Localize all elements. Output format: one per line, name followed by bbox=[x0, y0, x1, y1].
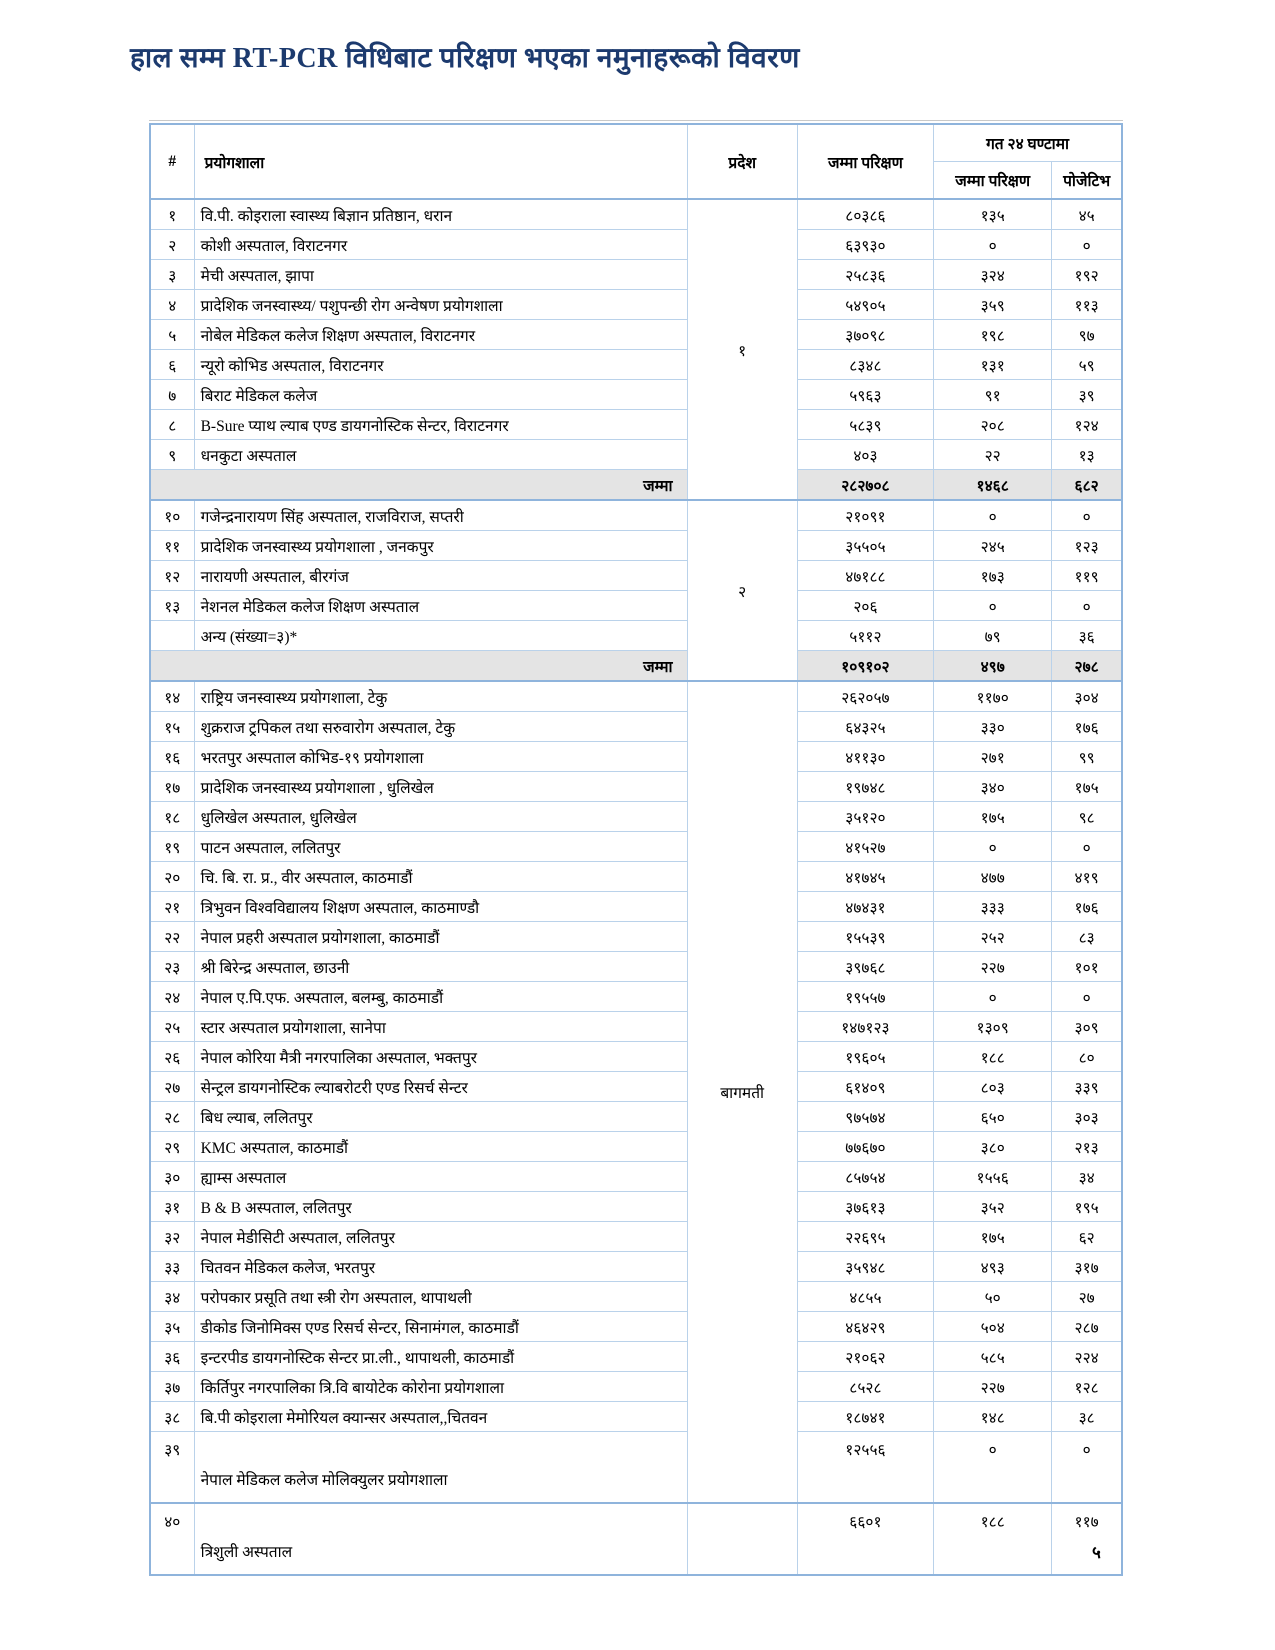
last24-tests-cell: १७५ bbox=[934, 802, 1052, 832]
total-tests-cell: ३५९४८ bbox=[797, 1252, 933, 1282]
last24-tests-cell: ० bbox=[934, 982, 1052, 1012]
table-row bbox=[150, 260, 1122, 290]
row-number-cell: ३८ bbox=[150, 1402, 194, 1432]
lab-name-cell: इन्टरपीड डायगनोस्टिक सेन्टर प्रा.ली., थापाथली, काठमाडौं bbox=[194, 1342, 687, 1372]
last24-positive-cell: १७६ bbox=[1052, 712, 1122, 742]
last24-tests-cell: ३५९ bbox=[934, 290, 1052, 320]
subtotal-positive-cell: ६८२ bbox=[1052, 470, 1122, 501]
table-row bbox=[150, 561, 1122, 591]
lab-name-cell: किर्तिपुर नगरपालिका त्रि.वि बायोटेक कोरोना प्रयोगशाला bbox=[194, 1372, 687, 1402]
lab-name-cell: नेपाल कोरिया मैत्री नगरपालिका अस्पताल, भक्तपुर bbox=[194, 1042, 687, 1072]
lab-name-cell: B-Sure प्याथ ल्याब एण्ड डायगनोस्टिक सेन्टर, विराटनगर bbox=[194, 410, 687, 440]
row-number-cell: २ bbox=[150, 230, 194, 260]
table-row bbox=[150, 712, 1122, 742]
row-number-cell: २३ bbox=[150, 952, 194, 982]
subtotal-positive-cell: २७८ bbox=[1052, 651, 1122, 682]
last24-tests-cell: ११७० bbox=[934, 681, 1052, 712]
row-number-cell: ३४ bbox=[150, 1282, 194, 1312]
lab-name-cell: नेपाल प्रहरी अस्पताल प्रयोगशाला, काठमाडौं bbox=[194, 922, 687, 952]
total-tests-cell: १२५५६ bbox=[797, 1432, 933, 1504]
page-title: हाल सम्म RT-PCR विधिबाट परिक्षण भएका नमुनाहरूको विवरण bbox=[130, 43, 800, 74]
row-number-cell: २४ bbox=[150, 982, 194, 1012]
row-number-cell: ३३ bbox=[150, 1252, 194, 1282]
last24-tests-cell: २०८ bbox=[934, 410, 1052, 440]
province-cell: २ bbox=[687, 500, 797, 681]
province-cell bbox=[687, 1503, 797, 1575]
total-tests-cell: ५८३९ bbox=[797, 410, 933, 440]
last24-positive-cell: ३४ bbox=[1052, 1162, 1122, 1192]
row-number-cell: २२ bbox=[150, 922, 194, 952]
total-tests-cell: ३९७६८ bbox=[797, 952, 933, 982]
last24-positive-cell: ८० bbox=[1052, 1042, 1122, 1072]
total-tests-cell: ४८५५ bbox=[797, 1282, 933, 1312]
last24-tests-cell: २२७ bbox=[934, 952, 1052, 982]
row-number-cell: २६ bbox=[150, 1042, 194, 1072]
last24-tests-cell: २५२ bbox=[934, 922, 1052, 952]
lab-name-cell: कोशी अस्पताल, विराटनगर bbox=[194, 230, 687, 260]
row-number-cell: १ bbox=[150, 199, 194, 230]
last24-positive-cell: ० bbox=[1052, 982, 1122, 1012]
table-row bbox=[150, 1402, 1122, 1432]
lab-name-cell: नारायणी अस्पताल, बीरगंज bbox=[194, 561, 687, 591]
row-number-cell: २५ bbox=[150, 1012, 194, 1042]
total-tests-cell: ८३४८ bbox=[797, 350, 933, 380]
row-number-cell: १९ bbox=[150, 832, 194, 862]
rt-pcr-table-wrapper bbox=[149, 120, 1123, 1576]
last24-tests-cell: ३५२ bbox=[934, 1192, 1052, 1222]
page-number: ५ bbox=[1092, 1543, 1101, 1562]
last24-tests-cell: ९१ bbox=[934, 380, 1052, 410]
table-row bbox=[150, 1312, 1122, 1342]
table-row bbox=[150, 832, 1122, 862]
last24-tests-cell: २४५ bbox=[934, 531, 1052, 561]
lab-name-cell: अन्य (संख्या=३)* bbox=[194, 621, 687, 651]
last24-tests-cell: ० bbox=[934, 591, 1052, 621]
table-row bbox=[150, 1252, 1122, 1282]
total-tests-cell: ६३९३० bbox=[797, 230, 933, 260]
row-number-cell: ३७ bbox=[150, 1372, 194, 1402]
last24-tests-cell: १९८ bbox=[934, 320, 1052, 350]
table-row bbox=[150, 1102, 1122, 1132]
lab-name-cell: सेन्ट्रल डायगनोस्टिक ल्याबरोटरी एण्ड रिसर्च सेन्टर bbox=[194, 1072, 687, 1102]
lab-name-cell: स्टार अस्पताल प्रयोगशाला, सानेपा bbox=[194, 1012, 687, 1042]
total-tests-cell: १४७१२३ bbox=[797, 1012, 933, 1042]
table-row bbox=[150, 982, 1122, 1012]
last24-positive-cell: ६२ bbox=[1052, 1222, 1122, 1252]
row-number-cell: १० bbox=[150, 500, 194, 531]
table-row bbox=[150, 892, 1122, 922]
table-row bbox=[150, 350, 1122, 380]
lab-name-cell: न्यूरो कोभिड अस्पताल, विराटनगर bbox=[194, 350, 687, 380]
total-tests-cell: २१०६२ bbox=[797, 1342, 933, 1372]
total-tests-cell: ६१४०९ bbox=[797, 1072, 933, 1102]
total-tests-cell: ३५१२० bbox=[797, 802, 933, 832]
last24-tests-cell: २२७ bbox=[934, 1372, 1052, 1402]
lab-name-cell: डीकोड जिनोमिक्स एण्ड रिसर्च सेन्टर, सिनामंगल, काठमाडौं bbox=[194, 1312, 687, 1342]
row-number-cell: १६ bbox=[150, 742, 194, 772]
province-cell: बागमती bbox=[687, 681, 797, 1503]
subtotal-row bbox=[150, 651, 1122, 682]
lab-name-cell: B & B अस्पताल, ललितपुर bbox=[194, 1192, 687, 1222]
total-tests-cell: २२६९५ bbox=[797, 1222, 933, 1252]
subtotal-total-cell: १०९१०२ bbox=[797, 651, 933, 682]
lab-name-cell: चितवन मेडिकल कलेज, भरतपुर bbox=[194, 1252, 687, 1282]
row-number-cell: ४० bbox=[150, 1503, 194, 1575]
lab-name-cell: नोबेल मेडिकल कलेज शिक्षण अस्पताल, विराटनगर bbox=[194, 320, 687, 350]
total-tests-cell: ३७६१३ bbox=[797, 1192, 933, 1222]
last24-tests-cell: ७९ bbox=[934, 621, 1052, 651]
last24-tests-cell: ५० bbox=[934, 1282, 1052, 1312]
table-top-rule bbox=[149, 120, 1123, 121]
table-row bbox=[150, 320, 1122, 350]
table-row bbox=[150, 230, 1122, 260]
last24-positive-cell: ११७ bbox=[1052, 1503, 1122, 1575]
last24-positive-cell: ३०४ bbox=[1052, 681, 1122, 712]
row-number-cell: २० bbox=[150, 862, 194, 892]
last24-positive-cell: ३०९ bbox=[1052, 1012, 1122, 1042]
last24-tests-cell: १७३ bbox=[934, 561, 1052, 591]
last24-positive-cell: ४५ bbox=[1052, 199, 1122, 230]
last24-positive-cell: ३३९ bbox=[1052, 1072, 1122, 1102]
last24-tests-cell: ४९३ bbox=[934, 1252, 1052, 1282]
total-tests-cell: ४६४२९ bbox=[797, 1312, 933, 1342]
last24-positive-cell: ० bbox=[1052, 500, 1122, 531]
row-number-cell: २७ bbox=[150, 1072, 194, 1102]
last24-tests-cell: ५८५ bbox=[934, 1342, 1052, 1372]
lab-name-cell: भरतपुर अस्पताल कोभिड-१९ प्रयोगशाला bbox=[194, 742, 687, 772]
lab-name-cell: त्रिशुली अस्पताल bbox=[194, 1503, 687, 1575]
lab-name-cell: परोपकार प्रसूति तथा स्त्री रोग अस्पताल, थापाथली bbox=[194, 1282, 687, 1312]
lab-name-cell: प्रादेशिक जनस्वास्थ्य प्रयोगशाला , धुलिखेल bbox=[194, 772, 687, 802]
lab-name-cell: शुक्रराज ट्रपिकल तथा सरुवारोग अस्पताल, टेकु bbox=[194, 712, 687, 742]
last24-positive-cell: ३९ bbox=[1052, 380, 1122, 410]
row-number-cell: ८ bbox=[150, 410, 194, 440]
table-row bbox=[150, 1192, 1122, 1222]
total-tests-cell: १९७४८ bbox=[797, 772, 933, 802]
table-body bbox=[150, 199, 1122, 1575]
last24-positive-cell: ० bbox=[1052, 832, 1122, 862]
row-number-cell: १३ bbox=[150, 591, 194, 621]
row-number-cell: ३६ bbox=[150, 1342, 194, 1372]
table-row bbox=[150, 1012, 1122, 1042]
last24-tests-cell: ० bbox=[934, 230, 1052, 260]
col-header-last24-positive: पोजेटिभ bbox=[1052, 162, 1122, 200]
last24-tests-cell: ० bbox=[934, 832, 1052, 862]
subtotal-total-cell: २८२७०८ bbox=[797, 470, 933, 501]
row-number-cell: १५ bbox=[150, 712, 194, 742]
lab-name-cell: धुलिखेल अस्पताल, धुलिखेल bbox=[194, 802, 687, 832]
table-row bbox=[150, 1282, 1122, 1312]
col-header-sn: # bbox=[150, 124, 194, 199]
last24-tests-cell: ५०४ bbox=[934, 1312, 1052, 1342]
row-number-cell: १२ bbox=[150, 561, 194, 591]
last24-tests-cell: १८८ bbox=[934, 1042, 1052, 1072]
col-header-total-tests: जम्मा परिक्षण bbox=[797, 124, 933, 199]
last24-tests-cell: ३३० bbox=[934, 712, 1052, 742]
row-number-cell: ११ bbox=[150, 531, 194, 561]
total-tests-cell: ३५५०५ bbox=[797, 531, 933, 561]
lab-name-cell: प्रादेशिक जनस्वास्थ्य/ पशुपन्छी रोग अन्वेषण प्रयोगशाला bbox=[194, 290, 687, 320]
total-tests-cell: १९६०५ bbox=[797, 1042, 933, 1072]
total-tests-cell: ८५७५४ bbox=[797, 1162, 933, 1192]
last24-positive-cell: १९५ bbox=[1052, 1192, 1122, 1222]
table-row bbox=[150, 410, 1122, 440]
table-header bbox=[150, 124, 1122, 199]
lab-name-cell: त्रिभुवन विश्वविद्यालय शिक्षण अस्पताल, काठमाण्डौ bbox=[194, 892, 687, 922]
col-header-last24-total: जम्मा परिक्षण bbox=[934, 162, 1052, 200]
table-row bbox=[150, 591, 1122, 621]
lab-name-cell: बिध ल्याब, ललितपुर bbox=[194, 1102, 687, 1132]
last24-tests-cell: ३३३ bbox=[934, 892, 1052, 922]
last24-tests-cell: ३२४ bbox=[934, 260, 1052, 290]
subtotal-label-cell: जम्मा bbox=[150, 470, 687, 501]
last24-positive-cell: १२४ bbox=[1052, 410, 1122, 440]
last24-tests-cell: २२ bbox=[934, 440, 1052, 470]
last24-positive-cell: २२४ bbox=[1052, 1342, 1122, 1372]
total-tests-cell: ५४९०५ bbox=[797, 290, 933, 320]
table-row bbox=[150, 500, 1122, 531]
last24-positive-cell: ० bbox=[1052, 1432, 1122, 1504]
row-number-cell: १४ bbox=[150, 681, 194, 712]
row-number-cell: ३९ bbox=[150, 1432, 194, 1504]
last24-positive-cell: ४१९ bbox=[1052, 862, 1122, 892]
table-row bbox=[150, 1222, 1122, 1252]
last24-tests-cell: ३८० bbox=[934, 1132, 1052, 1162]
lab-name-cell: पाटन अस्पताल, ललितपुर bbox=[194, 832, 687, 862]
row-number-cell: २९ bbox=[150, 1132, 194, 1162]
total-tests-cell: ३७०९८ bbox=[797, 320, 933, 350]
col-header-lab: प्रयोगशाला bbox=[194, 124, 687, 199]
province-cell: १ bbox=[687, 199, 797, 500]
table-row bbox=[150, 681, 1122, 712]
subtotal-last24-cell: १४६८ bbox=[934, 470, 1052, 501]
lab-name-cell: ह्याम्स अस्पताल bbox=[194, 1162, 687, 1192]
table-row bbox=[150, 922, 1122, 952]
last24-tests-cell: १७५ bbox=[934, 1222, 1052, 1252]
last24-tests-cell: ३४० bbox=[934, 772, 1052, 802]
row-number-cell: १७ bbox=[150, 772, 194, 802]
last24-positive-cell: १७६ bbox=[1052, 892, 1122, 922]
table-row bbox=[150, 1072, 1122, 1102]
last24-tests-cell: १४८ bbox=[934, 1402, 1052, 1432]
last24-tests-cell: १३१ bbox=[934, 350, 1052, 380]
total-tests-cell: ८५२८ bbox=[797, 1372, 933, 1402]
lab-name-cell: नेपाल मेडीसिटी अस्पताल, ललितपुर bbox=[194, 1222, 687, 1252]
row-number-cell: १८ bbox=[150, 802, 194, 832]
lab-name-cell: KMC अस्पताल, काठमाडौं bbox=[194, 1132, 687, 1162]
lab-name-cell: श्री बिरेन्द्र अस्पताल, छाउनी bbox=[194, 952, 687, 982]
last24-positive-cell: ० bbox=[1052, 591, 1122, 621]
row-number-cell bbox=[150, 621, 194, 651]
last24-positive-cell: ३६ bbox=[1052, 621, 1122, 651]
total-tests-cell: ४७४३१ bbox=[797, 892, 933, 922]
lab-name-cell: चि. बि. रा. प्र., वीर अस्पताल, काठमाडौं bbox=[194, 862, 687, 892]
table-row bbox=[150, 1132, 1122, 1162]
lab-name-cell: धनकुटा अस्पताल bbox=[194, 440, 687, 470]
last24-positive-cell: ९७ bbox=[1052, 320, 1122, 350]
total-tests-cell: २५८३६ bbox=[797, 260, 933, 290]
last24-positive-cell: ९८ bbox=[1052, 802, 1122, 832]
last24-tests-cell: ४७७ bbox=[934, 862, 1052, 892]
table-row bbox=[150, 1503, 1122, 1575]
last24-positive-cell: २८७ bbox=[1052, 1312, 1122, 1342]
table-row bbox=[150, 1432, 1122, 1504]
table-row bbox=[150, 952, 1122, 982]
last24-positive-cell: ३१७ bbox=[1052, 1252, 1122, 1282]
table-row bbox=[150, 802, 1122, 832]
total-tests-cell: ४१५२७ bbox=[797, 832, 933, 862]
total-tests-cell: ९७५७४ bbox=[797, 1102, 933, 1132]
col-header-last24: गत २४ घण्टामा bbox=[934, 124, 1122, 162]
total-tests-cell: १८७४१ bbox=[797, 1402, 933, 1432]
row-number-cell: ४ bbox=[150, 290, 194, 320]
last24-positive-cell: ० bbox=[1052, 230, 1122, 260]
total-tests-cell: १९५५७ bbox=[797, 982, 933, 1012]
total-tests-cell: ४०३ bbox=[797, 440, 933, 470]
last24-tests-cell: १५५६ bbox=[934, 1162, 1052, 1192]
table-row bbox=[150, 1342, 1122, 1372]
lab-name-cell: बि.पी कोइराला मेमोरियल क्यान्सर अस्पताल,,चितवन bbox=[194, 1402, 687, 1432]
total-tests-cell: ५११२ bbox=[797, 621, 933, 651]
lab-name-cell: नेपाल मेडिकल कलेज मोलिक्युलर प्रयोगशाला bbox=[194, 1432, 687, 1504]
lab-name-cell: वि.पी. कोइराला स्वास्थ्य बिज्ञान प्रतिष्ठान, धरान bbox=[194, 199, 687, 230]
total-tests-cell: ६६०१ bbox=[797, 1503, 933, 1575]
total-tests-cell: ८०३८६ bbox=[797, 199, 933, 230]
total-tests-cell: २१०९१ bbox=[797, 500, 933, 531]
lab-name-cell: बिराट मेडिकल कलेज bbox=[194, 380, 687, 410]
table-row bbox=[150, 290, 1122, 320]
row-number-cell: ३ bbox=[150, 260, 194, 290]
last24-positive-cell: २७ bbox=[1052, 1282, 1122, 1312]
lab-name-cell: मेची अस्पताल, झापा bbox=[194, 260, 687, 290]
total-tests-cell: २०६ bbox=[797, 591, 933, 621]
last24-positive-cell: ३८ bbox=[1052, 1402, 1122, 1432]
table-row bbox=[150, 772, 1122, 802]
table-row bbox=[150, 199, 1122, 230]
col-header-province: प्रदेश bbox=[687, 124, 797, 199]
last24-positive-cell: ८३ bbox=[1052, 922, 1122, 952]
last24-positive-cell: १९२ bbox=[1052, 260, 1122, 290]
total-tests-cell: ६४३२५ bbox=[797, 712, 933, 742]
table-row bbox=[150, 1162, 1122, 1192]
table-row bbox=[150, 380, 1122, 410]
last24-tests-cell: ० bbox=[934, 500, 1052, 531]
lab-name-cell: प्रादेशिक जनस्वास्थ्य प्रयोगशाला , जनकपुर bbox=[194, 531, 687, 561]
last24-positive-cell: १७५ bbox=[1052, 772, 1122, 802]
lab-name-cell: नेपाल ए.पि.एफ. अस्पताल, बलम्बु, काठमाडौं bbox=[194, 982, 687, 1012]
total-tests-cell: ७७६७० bbox=[797, 1132, 933, 1162]
row-number-cell: ३५ bbox=[150, 1312, 194, 1342]
table-row bbox=[150, 621, 1122, 651]
total-tests-cell: २६२०५७ bbox=[797, 681, 933, 712]
last24-tests-cell: ० bbox=[934, 1432, 1052, 1504]
row-number-cell: ७ bbox=[150, 380, 194, 410]
row-number-cell: २१ bbox=[150, 892, 194, 922]
total-tests-cell: ४७१८८ bbox=[797, 561, 933, 591]
row-number-cell: ९ bbox=[150, 440, 194, 470]
last24-positive-cell: १३ bbox=[1052, 440, 1122, 470]
subtotal-label-cell: जम्मा bbox=[150, 651, 687, 682]
last24-positive-cell: ११९ bbox=[1052, 561, 1122, 591]
last24-positive-cell: १०१ bbox=[1052, 952, 1122, 982]
total-tests-cell: १५५३९ bbox=[797, 922, 933, 952]
subtotal-last24-cell: ४९७ bbox=[934, 651, 1052, 682]
row-number-cell: २८ bbox=[150, 1102, 194, 1132]
table-row bbox=[150, 742, 1122, 772]
row-number-cell: ३२ bbox=[150, 1222, 194, 1252]
last24-tests-cell: ६५० bbox=[934, 1102, 1052, 1132]
table-row bbox=[150, 440, 1122, 470]
row-number-cell: ५ bbox=[150, 320, 194, 350]
total-tests-cell: ५९६३ bbox=[797, 380, 933, 410]
lab-name-cell: गजेन्द्रनारायण सिंह अस्पताल, राजविराज, सप्तरी bbox=[194, 500, 687, 531]
lab-name-cell: नेशनल मेडिकल कलेज शिक्षण अस्पताल bbox=[194, 591, 687, 621]
last24-tests-cell: १३०९ bbox=[934, 1012, 1052, 1042]
last24-positive-cell: ११३ bbox=[1052, 290, 1122, 320]
table-row bbox=[150, 1372, 1122, 1402]
subtotal-row bbox=[150, 470, 1122, 501]
last24-positive-cell: १२८ bbox=[1052, 1372, 1122, 1402]
last24-positive-cell: १२३ bbox=[1052, 531, 1122, 561]
last24-positive-cell: २१३ bbox=[1052, 1132, 1122, 1162]
row-number-cell: ३१ bbox=[150, 1192, 194, 1222]
last24-tests-cell: १८८ bbox=[934, 1503, 1052, 1575]
total-tests-cell: ४१७४५ bbox=[797, 862, 933, 892]
rt-pcr-table bbox=[149, 123, 1123, 1576]
table-row bbox=[150, 531, 1122, 561]
table-row bbox=[150, 1042, 1122, 1072]
last24-positive-cell: ३०३ bbox=[1052, 1102, 1122, 1132]
last24-tests-cell: ८०३ bbox=[934, 1072, 1052, 1102]
last24-positive-cell: ५९ bbox=[1052, 350, 1122, 380]
total-tests-cell: ४११३० bbox=[797, 742, 933, 772]
last24-positive-cell: ९९ bbox=[1052, 742, 1122, 772]
last24-tests-cell: १३५ bbox=[934, 199, 1052, 230]
lab-name-cell: राष्ट्रिय जनस्वास्थ्य प्रयोगशाला, टेकु bbox=[194, 681, 687, 712]
row-number-cell: ६ bbox=[150, 350, 194, 380]
row-number-cell: ३० bbox=[150, 1162, 194, 1192]
last24-tests-cell: २७१ bbox=[934, 742, 1052, 772]
table-row bbox=[150, 862, 1122, 892]
